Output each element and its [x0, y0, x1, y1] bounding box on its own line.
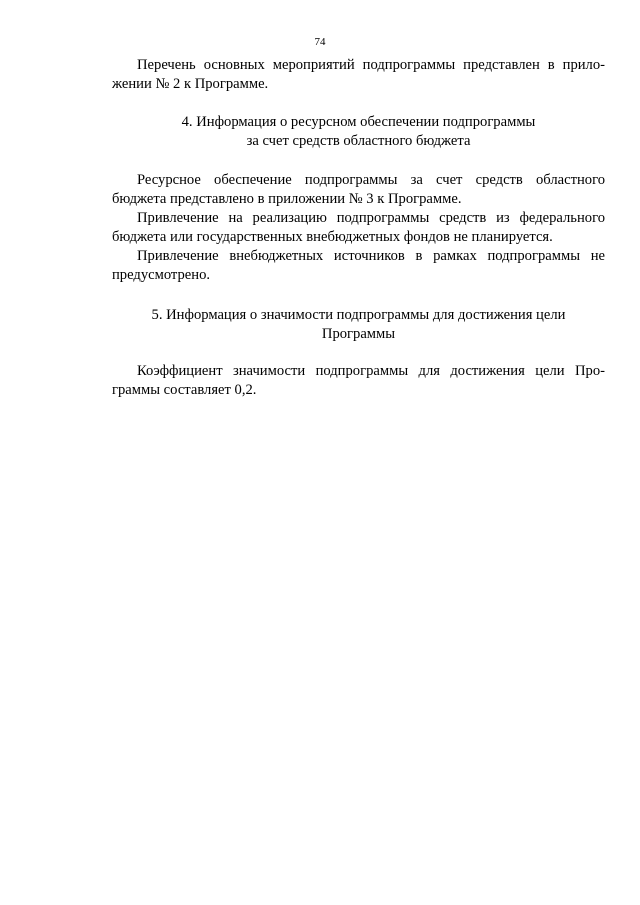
- section-5-heading: [112, 306, 605, 344]
- section-4-heading-line-2: за счет средств областного бюджета: [246, 133, 471, 149]
- section-4-heading-line-1: 4. Информация о ресурсном обеспечении подпрограммы: [181, 114, 536, 130]
- paragraph-significance-coefficient: Коэффициент значимости подпрограммы для достижения цели Про-граммы составляет 0,2.: [112, 363, 605, 398]
- paragraph-activities-list: Перечень основных мероприятий подпрограммы представлен в прило-жении № 2 к Программе.: [112, 57, 605, 92]
- section-5-heading-line-2: Программы: [321, 326, 396, 342]
- paragraph-resource-provision: Ресурсное обеспечение подпрограммы за счет средств областного бюджета представлено в приложении № 3 к Программе.: [112, 172, 605, 207]
- page-number: 74: [314, 36, 326, 48]
- paragraph-extrabudgetary-sources: Привлечение внебюджетных источников в рамках подпрограммы не предусмотрено.: [112, 248, 605, 283]
- section-4-heading: [112, 113, 605, 151]
- document-body: [112, 56, 605, 400]
- section-5-heading-line-1: 5. Информация о значимости подпрограммы для достижения цели: [151, 307, 566, 323]
- paragraph-federal-funds: Привлечение на реализацию подпрограммы средств из федерального бюджета или государственных внебюджетных фондов не планируется.: [112, 210, 605, 245]
